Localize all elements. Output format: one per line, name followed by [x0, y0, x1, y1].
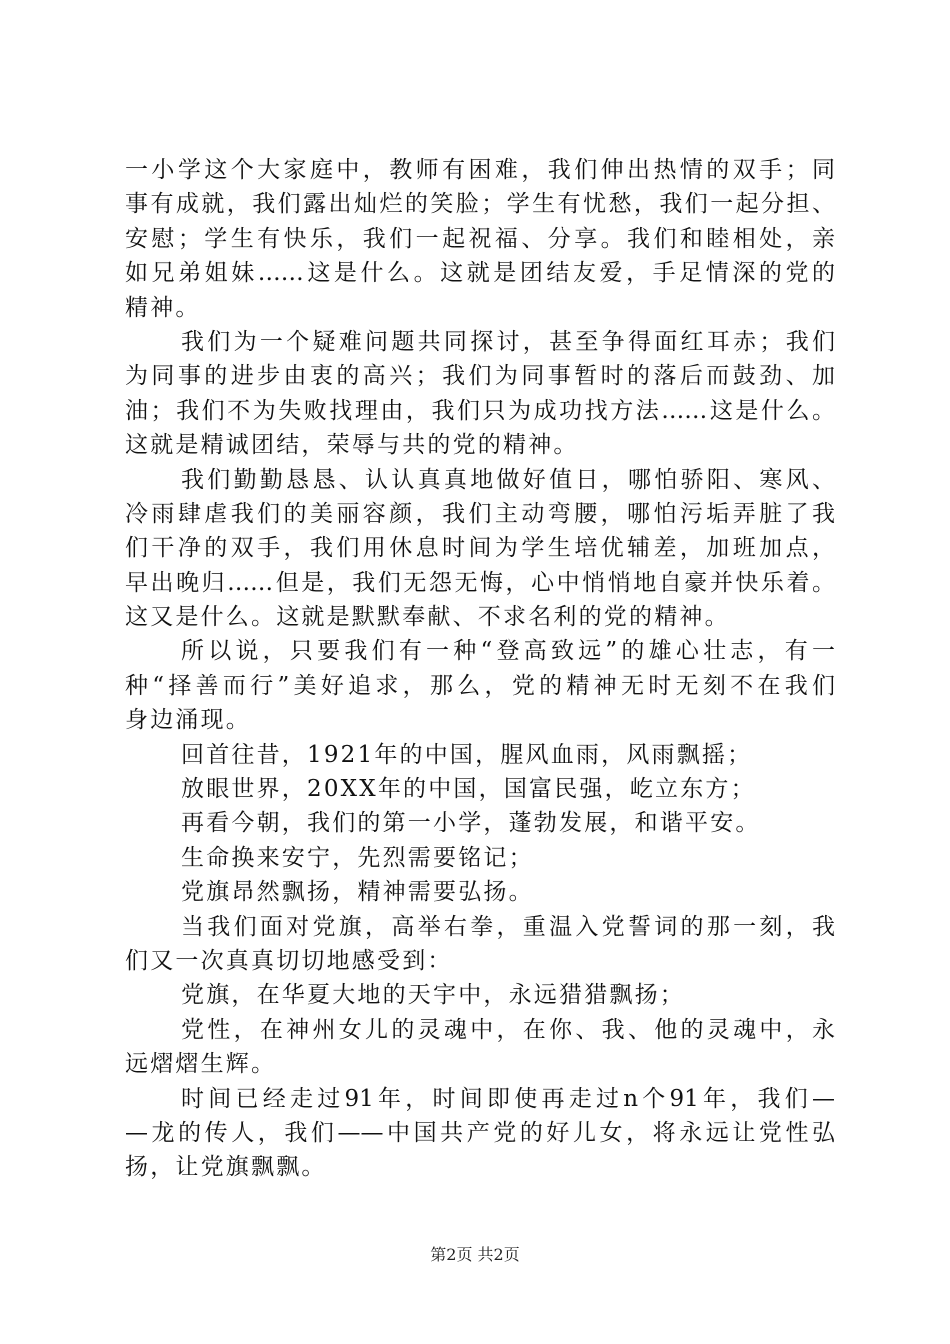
- text-line: 们又一次真真切切地感受到：: [125, 947, 453, 974]
- text-line: 安慰；学生有快乐，我们一起祝福、分享。我们和睦相处，亲: [125, 225, 835, 252]
- text-line: 种“择善而行”美好追求，那么，党的精神无时无刻不在我们: [125, 672, 835, 699]
- text-line: 们干净的双手，我们用休息时间为学生培优辅差，加班加点，: [125, 535, 835, 562]
- text-line: 这又是什么。这就是默默奉献、不求名利的党的精神。: [125, 604, 730, 631]
- text-line: 油；我们不为失败找理由，我们只为成功找方法……这是什么。: [125, 397, 835, 424]
- text-line: 回首往昔，1921年的中国，腥风血雨，风雨飘摇；: [181, 741, 753, 768]
- text-line: 事有成就，我们露出灿烂的笑脸；学生有忧愁，我们一起分担、: [125, 191, 835, 218]
- text-line: 党旗昂然飘扬，精神需要弘扬。: [181, 879, 534, 906]
- body-text: [125, 153, 835, 1185]
- text-line: 扬，让党旗飘飘。: [125, 1154, 327, 1181]
- text-line: 生命换来安宁，先烈需要铭记；: [181, 844, 534, 871]
- text-line: —龙的传人，我们——中国共产党的好儿女，将永远让党性弘: [125, 1119, 835, 1146]
- text-line: 冷雨肆虐我们的美丽容颜，我们主动弯腰，哪怕污垢弄脏了我: [125, 500, 835, 527]
- text-line: 如兄弟姐妹……这是什么。这就是团结友爱，手足情深的党的: [125, 260, 835, 287]
- text-line: 时间已经走过91年，时间即使再走过n个91年，我们—: [181, 1085, 835, 1112]
- text-line: 再看今朝，我们的第一小学，蓬勃发展，和谐平安。: [181, 810, 761, 837]
- text-line: 当我们面对党旗，高举右拳，重温入党誓词的那一刻，我: [181, 913, 835, 940]
- text-line: 一小学这个大家庭中，教师有困难，我们伸出热情的双手；同: [125, 157, 835, 183]
- text-line: 远熠熠生辉。: [125, 1051, 277, 1078]
- text-line: 为同事的进步由衷的高兴；我们为同事暂时的落后而鼓劲、加: [125, 363, 835, 390]
- text-line: 早出晚归……但是，我们无怨无悔，心中悄悄地自豪并快乐着。: [125, 569, 835, 596]
- text-line: 我们为一个疑难问题共同探讨，甚至争得面红耳赤；我们: [181, 328, 835, 355]
- text-line: 精神。: [125, 294, 201, 321]
- text-line: 党性，在神州女儿的灵魂中，在你、我、他的灵魂中，永: [181, 1016, 835, 1043]
- text-line: 党旗，在华夏大地的天宇中，永远猎猎飘扬；: [181, 982, 685, 1009]
- page-number-footer: 第2页 共2页: [430, 1245, 520, 1264]
- text-line: 这就是精诚团结，荣辱与共的党的精神。: [125, 432, 579, 459]
- text-line: 身边涌现。: [125, 707, 251, 734]
- text-line: 放眼世界，20XX年的中国，国富民强，屹立东方；: [181, 776, 756, 803]
- text-line: 所以说，只要我们有一种“登高致远”的雄心壮志，有一: [181, 638, 835, 665]
- text-line: 我们勤勤恳恳、认认真真地做好值日，哪怕骄阳、寒风、: [181, 466, 835, 493]
